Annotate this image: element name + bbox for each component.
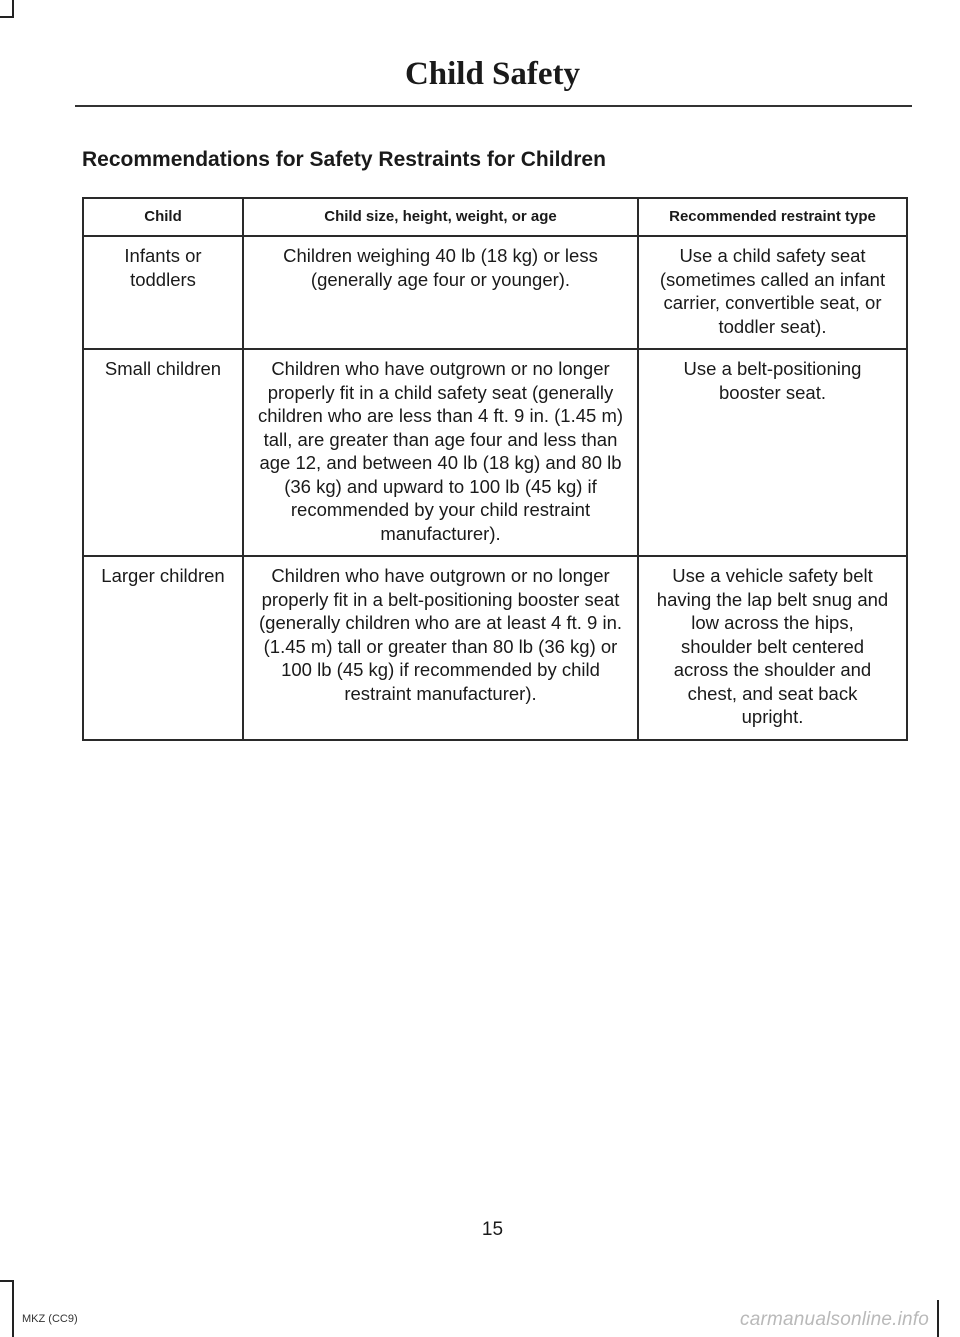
page-number: 15 <box>481 1219 504 1240</box>
cell-size: Children weighing 40 lb (18 kg) or less (generally age four or younger). <box>243 236 638 349</box>
cell-restraint: Use a child safety seat (sometimes called an infant carrier, convertible seat, or toddler seat). <box>638 236 907 349</box>
crop-mark-top-left-horizontal <box>0 16 14 18</box>
restraints-table <box>82 197 908 741</box>
crop-mark-bottom-right-vertical <box>937 1300 939 1337</box>
cell-restraint-text: Use a vehicle safety belt having the lap belt snug and low across the hips, shoulder belt centered across the shoulder and chest, and seat back upright. <box>656 565 889 727</box>
watermark: carmanualsonline.info <box>740 1309 930 1330</box>
crop-mark-bottom-left-horizontal <box>0 1280 14 1282</box>
crop-mark-bottom-left-vertical <box>12 1280 14 1337</box>
cell-size: Children who have outgrown or no longer properly fit in a child safety seat (generally children who are less than 4 ft. 9 in. (1.45 m) tall, are greater than age four and less than age 12, and between 40 lb (18 kg) and 80 lb (36 kg) and upward to 100 lb (45 kg) if recommended by your child restraint manufacturer). <box>243 349 638 556</box>
table-heading: Recommendations for Safety Restraints for Children <box>82 148 606 171</box>
section-title: Child Safety <box>404 56 581 92</box>
cell-child: Larger children <box>83 556 243 740</box>
cell-restraint <box>638 556 907 740</box>
column-header-child: Child <box>83 198 243 236</box>
header-rule <box>75 105 912 107</box>
cell-restraint-text: Use a belt-positioning booster seat. <box>683 358 862 403</box>
cell-size: Children who have outgrown or no longer properly fit in a belt-positioning booster seat (generally children who are at least 4 ft. 9 in. (1.45 m) tall or greater than 80 lb (36 kg) or 100 lb (45 kg) if recommended by child restraint manufacturer). <box>243 556 638 740</box>
cell-child: Small children <box>83 349 243 556</box>
cell-restraint <box>638 349 907 556</box>
cell-child-text: Infants or toddlers <box>124 245 202 290</box>
table-row <box>83 236 907 349</box>
table-row <box>83 349 907 556</box>
table-row <box>83 556 907 740</box>
column-header-size: Child size, height, weight, or age <box>243 198 638 236</box>
table-header-row <box>83 198 907 236</box>
cell-child <box>83 236 243 349</box>
model-code: MKZ (CC9) <box>22 1313 78 1325</box>
column-header-restraint: Recommended restraint type <box>638 198 907 236</box>
